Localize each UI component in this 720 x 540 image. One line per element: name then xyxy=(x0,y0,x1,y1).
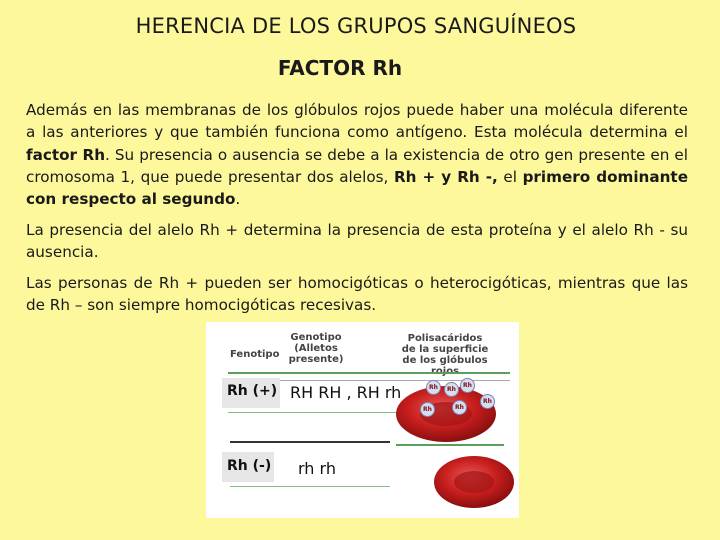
text-segment: Además en las membranas de los glóbulos rojos puede haber una molécula diferente a las anteriores y que también funciona como antígeno. Esta molécula determina el xyxy=(26,101,688,142)
paragraph-allele: La presencia del alelo Rh + determina la presencia de esta proteína y el alelo Rh - su ausencia. xyxy=(26,221,688,262)
header-poli-line: Polisacáridos xyxy=(407,333,483,344)
fenotipo-label: Rh (-) xyxy=(227,458,272,474)
genotipo-label: RH RH , RH rh xyxy=(290,383,402,402)
page-title: HERENCIA DE LOS GRUPOS SANGUÍNEOS xyxy=(135,14,577,38)
red-blood-cell-rh-negative xyxy=(428,450,518,518)
header-poli-line: de los glóbulos xyxy=(402,355,488,366)
bold-term: factor Rh xyxy=(26,145,106,164)
header-fenotipo: Fenotipo xyxy=(230,349,280,360)
red-blood-cell-icon xyxy=(428,450,518,518)
rh-antigen-icon: Rh xyxy=(460,378,475,393)
rh-antigen-icon: Rh xyxy=(444,382,459,397)
rh-antigen-icon: Rh xyxy=(480,394,495,409)
header-genotipo-line: presente) xyxy=(288,354,344,365)
rh-figure xyxy=(206,322,519,518)
header-polisacaridos xyxy=(392,333,498,377)
header-genotipo-line: (Alletos xyxy=(294,343,338,354)
text-segment: el xyxy=(497,167,523,186)
page-subtitle: FACTOR Rh xyxy=(277,56,403,80)
fenotipo-label: Rh (+) xyxy=(227,383,278,399)
paragraph-rh-intro xyxy=(26,99,688,210)
paragraph-genotypes: Las personas de Rh + pueden ser homocigóticas o heterocigóticas, mientras que las de Rh – son siempre homocigóticas recesivas. xyxy=(26,274,688,315)
divider-line xyxy=(230,441,390,443)
header-poli-line: de la superficie xyxy=(401,344,489,355)
rh-antigen-icon: Rh xyxy=(426,380,441,395)
bold-term: Rh + y Rh -, xyxy=(393,167,498,186)
rh-antigen-icon: Rh xyxy=(452,400,467,415)
genotipo-label: rh rh xyxy=(298,459,336,478)
rh-antigen-icon: Rh xyxy=(420,402,435,417)
bold-term: primero dominante con respecto al segundo xyxy=(26,167,688,209)
divider-line xyxy=(230,486,390,487)
header-genotipo xyxy=(288,332,344,365)
header-genotipo-line: Genotipo xyxy=(290,332,342,343)
text-segment: . Su presencia o ausencia se debe a la existencia de otro gen presente en el cromosoma 1, que puede presentar dos alelos, xyxy=(26,145,688,186)
red-blood-cell-rh-positive xyxy=(390,374,502,446)
text-segment: . xyxy=(235,190,241,209)
